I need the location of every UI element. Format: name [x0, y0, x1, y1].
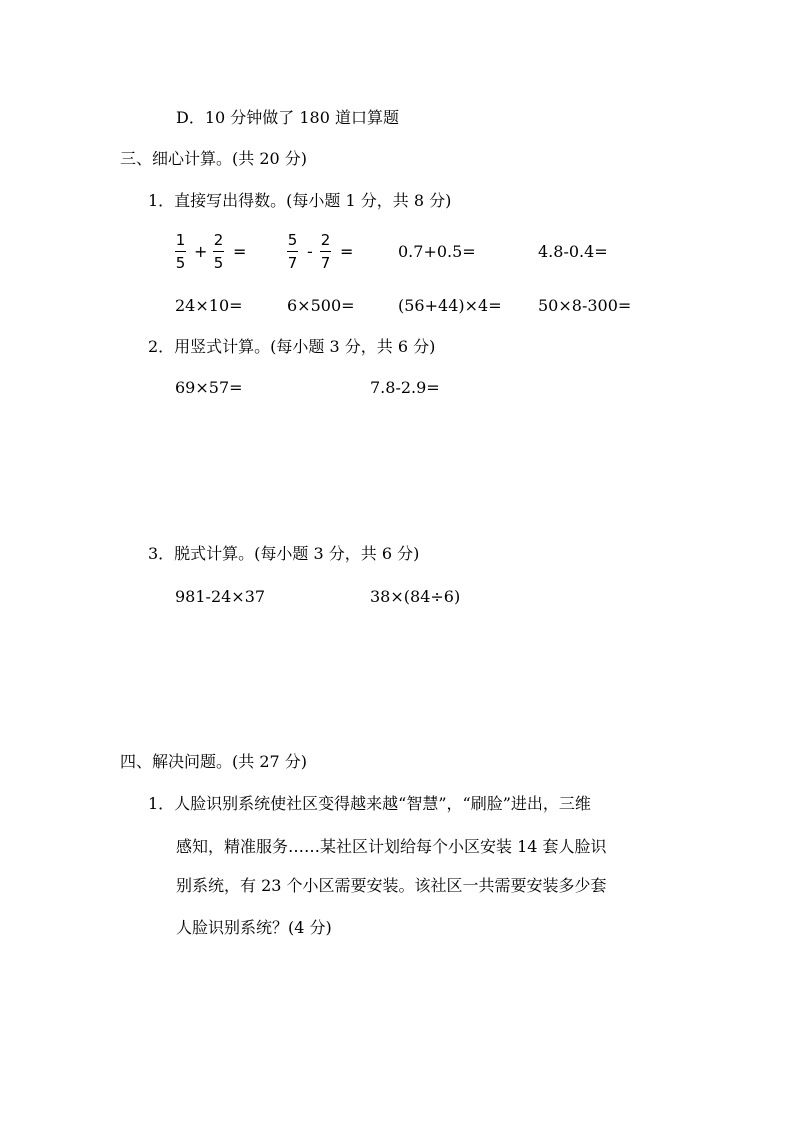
section-4-title: 四、解决问题。(共 27 分) [120, 752, 308, 771]
stepwise-calc-item: 981-24×37 [175, 587, 266, 606]
calc-item: 0.7+0.5= [398, 242, 476, 261]
word-problem-line: 人脸识别系统？(4 分) [176, 918, 332, 937]
operator-plus: + [194, 242, 208, 261]
denominator: 5 [175, 254, 186, 272]
word-problem-line: 1．人脸识别系统使社区变得越来越“智慧”，“刷脸”进出，三维 [148, 794, 591, 813]
fraction-bar [213, 251, 224, 252]
vertical-calc-item: 69×57= [175, 378, 243, 397]
equals-sign: = [340, 242, 354, 261]
q3-title: 3．脱式计算。(每小题 3 分，共 6 分) [148, 544, 420, 563]
fraction-1a [175, 231, 186, 272]
vertical-calc-item: 7.8-2.9= [370, 378, 440, 397]
calc-item: 24×10= [175, 296, 243, 315]
fraction-2b [320, 231, 331, 272]
word-problem-line: 别系统，有 23 个小区需要安装。该社区一共需要安装多少套 [176, 876, 607, 895]
numerator: 5 [287, 231, 298, 249]
word-problem-line: 感知，精准服务……某社区计划给每个小区安装 14 套人脸识 [176, 837, 607, 856]
numerator: 2 [320, 231, 331, 249]
numerator: 1 [175, 231, 186, 249]
equals-sign: = [233, 242, 247, 261]
fraction-bar [287, 251, 298, 252]
option-d: D．10 分钟做了 180 道口算题 [176, 108, 399, 127]
denominator: 5 [213, 254, 224, 272]
q2-title: 2．用竖式计算。(每小题 3 分，共 6 分) [148, 337, 436, 356]
calc-item: (56+44)×4= [398, 296, 502, 315]
denominator: 7 [320, 254, 331, 272]
denominator: 7 [287, 254, 298, 272]
calc-item: 6×500= [287, 296, 355, 315]
operator-minus: - [307, 242, 313, 261]
fraction-bar [320, 251, 331, 252]
fraction-2a [287, 231, 298, 272]
stepwise-calc-item: 38×(84÷6) [370, 587, 461, 606]
numerator: 2 [213, 231, 224, 249]
fraction-bar [175, 251, 186, 252]
q1-title: 1．直接写出得数。(每小题 1 分，共 8 分) [148, 191, 452, 210]
calc-item: 50×8-300= [538, 296, 632, 315]
section-3-title: 三、细心计算。(共 20 分) [120, 149, 308, 168]
calc-item: 4.8-0.4= [538, 242, 608, 261]
fraction-1b [213, 231, 224, 272]
